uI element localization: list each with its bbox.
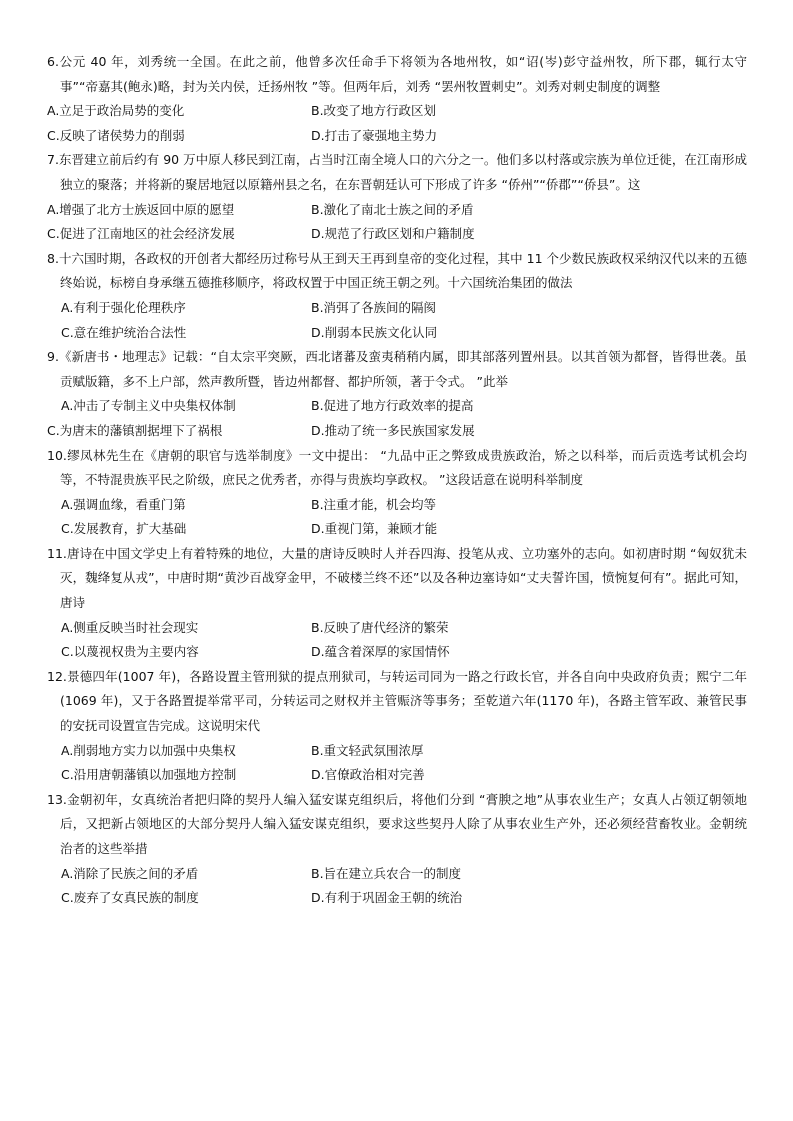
- question-10: [47, 444, 747, 542]
- option-d: D.打击了豪强地主势力: [311, 127, 438, 143]
- option-c: C.废弃了女真民族的制度: [61, 890, 199, 906]
- question-6: [47, 50, 747, 148]
- option-c: C.反映了诸侯势力的削弱: [47, 127, 185, 143]
- answer-options: [47, 99, 747, 148]
- option-d: D.推动了统一多民族国家发展: [311, 422, 475, 438]
- question-13: [47, 788, 747, 911]
- answer-options: [47, 739, 747, 788]
- question-stem: 13.金朝初年，女真统治者把归降的契丹人编入猛安谋克组织后，将他们分到 “膏腴之地”从事农业生产；女真人占领辽朝领地后，又把新占领地区的大部分契丹人编入猛安谋克组织，要求这些契丹人除了从事农业生产外，还必须经营畜牧业。金朝统治者的这些举措: [47, 791, 747, 856]
- option-c: C.发展教育，扩大基础: [61, 521, 187, 537]
- option-d: D.规范了行政区划和户籍制度: [311, 226, 475, 242]
- question-12: [47, 665, 747, 788]
- option-a: A.冲击了专制主义中央集权体制: [61, 398, 236, 414]
- option-b: B.旨在建立兵农合一的制度: [311, 865, 462, 881]
- question-stem: 10.缪凤林先生在《唐朝的职官与选举制度》一文中提出： “九品中正之弊致成贵族政治，矫之以科举，而后贡选考试机会均等，不特混贵族平民之阶级，庶民之优秀者，亦得与贵族均享政权。 ”这段话意在说明科举制度: [47, 447, 747, 488]
- question-stem: 12.景德四年(1007 年)，各路设置主管刑狱的提点刑狱司，与转运司同为一路之行政长官，并各自向中央政府负责；熙宁二年(1069 年)，又于各路置提举常平司，分转运司之财权并主管赈济等事务；至乾道六年(1170 年)，各路主管军政、兼管民事的安抚司设置宣告完成。这说明宋代: [47, 668, 747, 734]
- question-stem: 8.十六国时期，各政权的开创者大都经历过称号从王到天王再到皇帝的变化过程，其中 11 个少数民族政权采纳汉代以来的五德终始说，标榜自身承继五德推移顺序，将政权置于中国正统王朝之列。十六国统治集团的做法: [47, 250, 747, 291]
- option-b: B.激化了南北士族之间的矛盾: [311, 201, 474, 217]
- option-a: A.立足于政治局势的变化: [47, 103, 185, 119]
- answer-options: [47, 394, 747, 443]
- answer-options: [47, 198, 747, 247]
- option-d: D.重视门第，兼顾才能: [311, 521, 438, 537]
- question-stem: 11.唐诗在中国文学史上有着特殊的地位，大量的唐诗反映时人并吞四海、投笔从戎、立功塞外的志向。如初唐时期 “匈奴犹未灭，魏绛复从戎”，中唐时期“黄沙百战穿金甲，不破楼兰终不还”以及各种边塞诗如“丈夫誓许国，愤惋复何有”。据此可知，唐诗: [47, 545, 747, 611]
- exam-page: [47, 50, 747, 911]
- question-9: [47, 345, 747, 443]
- answer-options: [47, 493, 747, 542]
- option-d: D.蕴含着深厚的家国情怀: [311, 644, 450, 660]
- option-d: D.削弱本民族文化认同: [311, 324, 438, 340]
- option-d: D.官僚政治相对完善: [311, 767, 425, 783]
- answer-options: [47, 296, 747, 345]
- option-a: A.侧重反映当时社会现实: [61, 619, 199, 635]
- option-a: A.消除了民族之间的矛盾: [61, 865, 199, 881]
- question-8: [47, 247, 747, 345]
- option-c: C.促进了江南地区的社会经济发展: [47, 226, 235, 242]
- option-d: D.有利于巩固金王朝的统治: [311, 890, 463, 906]
- question-11: [47, 542, 747, 665]
- option-a: A.有利于强化伦理秩序: [61, 299, 186, 315]
- option-c: C.意在维护统治合法性: [61, 324, 187, 340]
- option-b: B.反映了唐代经济的繁荣: [311, 619, 449, 635]
- question-7: [47, 148, 747, 246]
- option-c: C.沿用唐朝藩镇以加强地方控制: [61, 767, 237, 783]
- question-stem: 7.东晋建立前后约有 90 万中原人移民到江南，占当时江南全境人口的六分之一。他们多以村落或宗族为单位迁徙，在江南形成独立的聚落；并将新的聚居地冠以原籍州县之名，在东晋朝廷认可下形成了许多 “侨州”“侨郡”“侨县”。这: [47, 152, 747, 192]
- option-a: A.削弱地方实力以加强中央集权: [61, 742, 236, 758]
- option-b: B.重文轻武氛围浓厚: [311, 742, 424, 758]
- question-stem: 6.公元 40 年，刘秀统一全国。在此之前，他曾多次任命手下将领为各地州牧，如“诏(岑)彭守益州牧，所下郡，辄行太守事”“帝嘉其(鲍永)略，封为关内侯，迁扬州牧 ”等。但两年后，刘秀 “罢州牧置刺史”。刘秀对刺史制度的调整: [47, 54, 747, 94]
- option-c: C.为唐末的藩镇割据埋下了祸根: [47, 422, 223, 438]
- option-b: B.注重才能，机会均等: [311, 496, 437, 512]
- answer-options: [47, 862, 747, 911]
- option-c: C.以蔑视权贵为主要内容: [61, 644, 199, 660]
- question-stem: 9.《新唐书・地理志》记载：“自太宗平突厥，西北诸蕃及蛮夷稍稍内属，即其部落列置州县。以其首领为都督，皆得世袭。虽贡赋版籍，多不上户部，然声教所暨，皆边州都督、都护所领，著于令式。 ”此举: [47, 349, 747, 389]
- option-b: B.促进了地方行政效率的提高: [311, 398, 474, 414]
- option-a: A.强调血缘，看重门第: [61, 496, 186, 512]
- option-b: B.改变了地方行政区划: [311, 103, 437, 119]
- option-b: B.消弭了各族间的隔阂: [311, 299, 437, 315]
- option-a: A.增强了北方士族返回中原的愿望: [47, 201, 235, 217]
- answer-options: [47, 616, 747, 665]
